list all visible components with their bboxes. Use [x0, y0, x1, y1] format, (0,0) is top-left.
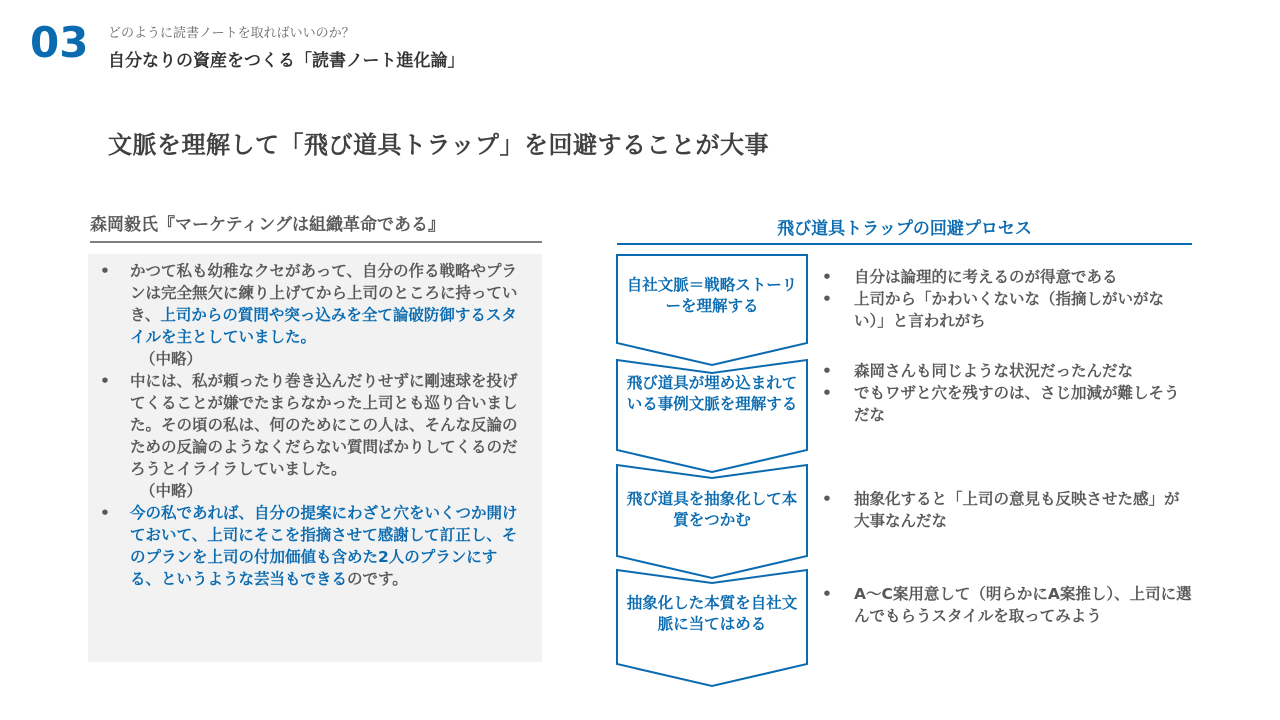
quote-heading: 森岡毅氏『マーケティングは組織革命である』: [90, 210, 542, 243]
note-text: 抽象化すると「上司の意見も反映させた感」が大事なんだな: [854, 490, 1180, 530]
note-item: [822, 583, 1192, 627]
process-step-label: 自社文脈＝戦略ストーリーを理解する: [626, 276, 798, 315]
note-item: [822, 360, 1192, 382]
quote-aside: （中略）: [140, 350, 203, 368]
note-text: A～C案用意して（明らかにA案推し）、上司に選んでもらうスタイルを取ってみよう: [854, 585, 1192, 625]
quote-text: かつて私も幼稚なクセがあって、自分の作る戦略やプランは完全無欠に練り上げてから上司のところに持っていき、: [130, 262, 518, 324]
note-item: [822, 382, 1192, 426]
note-text: 自分は論理的に考えるのが得意である: [854, 268, 1118, 286]
bullet-icon: •: [100, 504, 110, 522]
process-step-label: 飛び道具を抽象化して本質をつかむ: [626, 490, 798, 529]
bullet-icon: •: [822, 290, 832, 308]
step-3-notes: [822, 488, 1192, 532]
bullet-icon: •: [100, 372, 110, 390]
step-1-notes: [822, 266, 1192, 332]
section-number: 03: [30, 18, 89, 67]
note-text: でもワザと穴を残すのは、さじ加減が難しそうだな: [854, 384, 1180, 424]
header-subtitle: どのように読書ノートを取ればいいのか？: [108, 26, 355, 41]
note-item: [822, 288, 1192, 332]
quote-box: [88, 254, 542, 662]
quote-item: [100, 260, 528, 348]
process-step-label: 抽象化した本質を自社文脈に当てはめる: [626, 594, 798, 633]
process-step-label: 飛び道具が埋め込まれている事例文脈を理解する: [626, 374, 798, 413]
quote-highlight: 今の私であれば、自分の提案にわざと穴をいくつか開けておいて、上司にそこを指摘させて感謝して訂正し、そのプランを上司の付加価値も含めた2人のプランにする、というような芸当もできる: [130, 504, 518, 588]
quote-item: [100, 370, 528, 480]
quote-list: [100, 260, 528, 590]
step-2-notes: [822, 360, 1192, 426]
bullet-icon: •: [822, 384, 832, 402]
process-step-4: [616, 569, 808, 687]
bullet-icon: •: [822, 268, 832, 286]
quote-text: 中には、私が頼ったり巻き込んだりせずに剛速球を投げてくることが嫌でたまらなかった上司とも巡り合いました。その頃の私は、何のためにこの人は、そんな反論のための反論のようなくだらない質問ばかりしてくるのだろうとイライラしていました。: [130, 372, 518, 478]
note-text: 森岡さんも同じような状況だったんだな: [854, 362, 1134, 380]
note-item: [822, 266, 1192, 288]
bullet-icon: •: [822, 585, 832, 603]
quote-text: のです。: [347, 570, 408, 588]
note-text: 上司から「かわいくないな（指摘しがいがない）」と言われがち: [854, 290, 1165, 330]
quote-highlight: 上司からの質問や突っ込みを全て論破防御するスタイルを主としていました。: [130, 306, 517, 346]
header-title: 自分なりの資産をつくる「読書ノート進化論」: [108, 51, 465, 71]
step-4-notes: [822, 583, 1192, 627]
bullet-icon: •: [822, 490, 832, 508]
quote-item: [100, 502, 528, 590]
process-step-1: [616, 254, 808, 366]
bullet-icon: •: [100, 262, 110, 280]
note-item: [822, 488, 1192, 532]
process-step-2: [616, 359, 808, 473]
bullet-icon: •: [822, 362, 832, 380]
process-step-3: [616, 464, 808, 579]
quote-aside: （中略）: [140, 482, 203, 500]
process-heading: 飛び道具トラップの回避プロセス: [617, 214, 1192, 245]
main-title: 文脈を理解して「飛び道具トラップ」を回避することが大事: [108, 131, 770, 159]
